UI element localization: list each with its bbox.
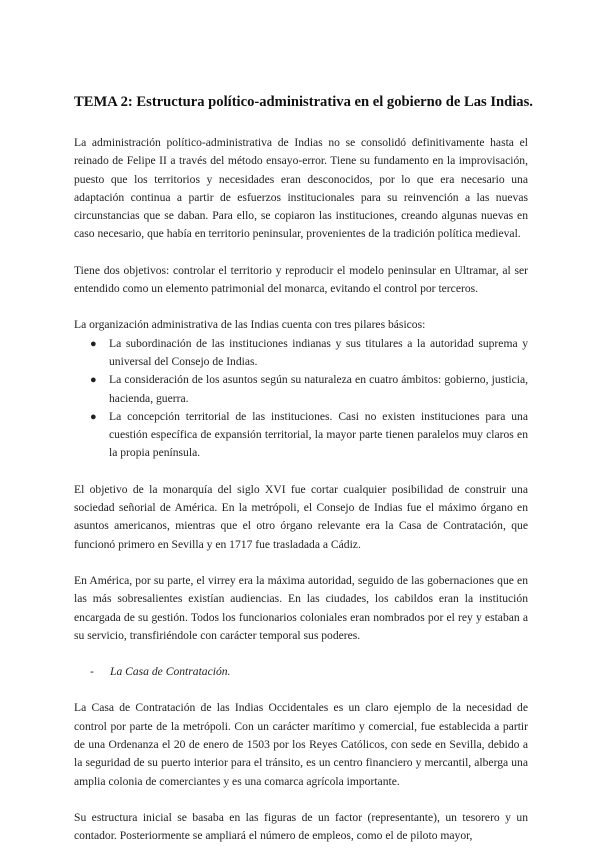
- list-item: [90, 335, 528, 372]
- paragraph-monarchy: El objetivo de la monarquía del siglo XVI fue cortar cualquier posibilidad de construir una sociedad señorial de América. En la metrópoli, el Consejo de Indias fue el máximo órgano en asuntos americanos, mientras que el otro órgano relevante era la Casa de Contratación, que funcionó primero en Sevilla y en 1717 fue trasladada a Cádiz.: [74, 482, 528, 551]
- paragraph-objectives: Tiene dos objetivos: controlar el territorio y reproducir el modelo peninsular en Ultramar, al ser entendido como un elemento patrimonial del monarca, evitando el control por terceros.: [74, 263, 528, 296]
- list-item: [90, 371, 528, 408]
- paragraph-intro: La administración político-administrativa de Indias no se consolidó definitivamente hasta el reinado de Felipe II a través del método ensayo-error. Tiene su fundamento en la improvisación, puesto que los territorios y necesidades eran desconocidos, por lo que era necesario una adaptación continua a partir de esfuerzos institucionales para su reinvención a las nuevas circunstancias que se daban. Para ello, se copiaron las instituciones, creando algunas nuevas en caso necesario, que había en territorio peninsular, provenientes de la tradición política medieval.: [74, 136, 528, 241]
- page-title: TEMA 2: Estructura político-administrativa en el gobierno de Las Indias.: [74, 94, 533, 110]
- list-item: [90, 408, 528, 463]
- bullet-icon: ●: [90, 337, 97, 350]
- list-item-text: La consideración de los asuntos según su naturaleza en cuatro ámbitos: gobierno, justicia, hacienda, guerra.: [109, 373, 528, 405]
- pillars-list: [74, 335, 528, 463]
- list-item-text: La subordinación de las instituciones indianas y sus titulares a la autoridad suprema y universal del Consejo de Indias.: [109, 336, 528, 368]
- paragraph-structure: Su estructura inicial se basaba en las figuras de un factor (representante), un tesorero y un contador. Posteriormente se ampliará el número de empleos, como el de piloto mayor,: [74, 810, 528, 843]
- paragraph-pillars-intro: La organización administrativa de las Indias cuenta con tres pilares básicos:: [74, 318, 426, 332]
- section-heading-text: La Casa de Contratación.: [110, 665, 231, 679]
- dash-marker: -: [90, 665, 94, 679]
- bullet-icon: ●: [90, 410, 97, 423]
- list-item-text: La concepción territorial de las instituciones. Casi no existen instituciones para una cuestión específica de expansión territorial, la mayor parte tienen paralelos muy claros en la propia península.: [109, 409, 528, 460]
- bullet-icon: ●: [90, 374, 97, 387]
- section-heading: [90, 663, 528, 681]
- paragraph-america: En América, por su parte, el virrey era la máxima autoridad, seguido de las gobernaciones que en las más sobresalientes existían audiencias. En las ciudades, los cabildos eran la institución encargada de su gestión. Todos los funcionarios coloniales eran nombrados por el rey y estaban a su servicio, transfiriéndole con carácter temporal sus poderes.: [74, 573, 528, 642]
- paragraph-casa: La Casa de Contratación de las Indias Occidentales es un claro ejemplo de la necesidad de control por parte de la metrópoli. Con un carácter marítimo y comercial, fue establecida a partir de una Ordenanza el 20 de enero de 1503 por los Reyes Católicos, con sede en Sevilla, debido a la seguridad de su puerto interior para el tránsito, es un centro financiero y mercantil, alberga una amplia colonia de comerciantes y es una comarca agrícola importante.: [74, 701, 528, 788]
- document-body: [74, 93, 533, 864]
